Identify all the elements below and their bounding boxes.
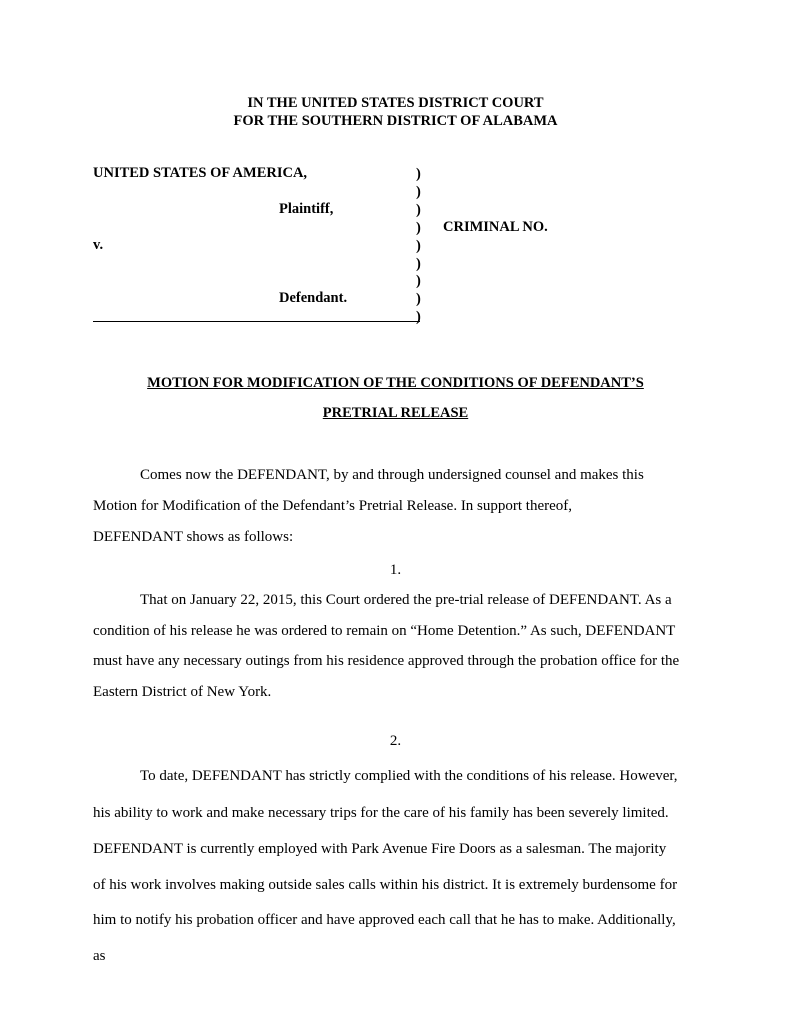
paragraph-line: his ability to work and make necessary trips for the care of his family has been severely limited. [93, 805, 669, 821]
paragraph-line: him to notify his probation officer and have approved each call that he has to make. Additionally, [93, 912, 676, 928]
court-title-line-2: FOR THE SOUTHERN DISTRICT OF ALABAMA [233, 113, 558, 129]
paragraph-line: That on January 22, 2015, this Court ordered the pre-trial release of DEFENDANT. As a [140, 592, 672, 608]
caption-paren: ) [416, 166, 421, 182]
caption-paren: ) [416, 291, 421, 307]
caption-paren: ) [416, 273, 421, 289]
criminal-number: CRIMINAL NO. [443, 219, 548, 235]
paragraph-line: Motion for Modification of the Defendant’s Pretrial Release. In support thereof, [93, 498, 573, 514]
section-number: 1. [389, 562, 402, 578]
motion-title-line-2: PRETRIAL RELEASE [322, 405, 469, 421]
paragraph-line: Comes now the DEFENDANT, by and through undersigned counsel and makes this [140, 467, 644, 483]
plaintiff-name: UNITED STATES OF AMERICA, [93, 165, 308, 181]
caption-paren: ) [416, 309, 421, 325]
motion-title-line-1: MOTION FOR MODIFICATION OF THE CONDITIONS OF DEFENDANT’S [147, 375, 644, 391]
caption-paren: ) [416, 202, 421, 218]
paragraph-line: To date, DEFENDANT has strictly complied with the conditions of his release. However, [140, 768, 678, 784]
caption-paren: ) [416, 238, 421, 254]
caption-paren: ) [416, 220, 421, 236]
section-number: 2. [389, 733, 402, 749]
paragraph-line: must have any necessary outings from his residence approved through the probation office for the [93, 653, 680, 669]
caption-paren: ) [416, 184, 421, 200]
caption-paren: ) [416, 256, 421, 272]
versus-label: v. [93, 237, 104, 253]
paragraph-line: of his work involves making outside sales calls within his district. It is extremely burdensome for [93, 877, 678, 893]
paragraph-line: DEFENDANT shows as follows: [93, 529, 294, 545]
plaintiff-label: Plaintiff, [279, 201, 334, 217]
paragraph-line: Eastern District of New York. [93, 684, 272, 700]
court-title-line-1: IN THE UNITED STATES DISTRICT COURT [247, 95, 544, 111]
paragraph-line: condition of his release he was ordered to remain on “Home Detention.” As such, DEFENDANT [93, 623, 676, 639]
paragraph-line: DEFENDANT is currently employed with Park Avenue Fire Doors as a salesman. The majority [93, 841, 667, 857]
defendant-label: Defendant. [279, 290, 348, 306]
paragraph-line: as [93, 948, 106, 964]
caption-divider-line [93, 321, 420, 322]
